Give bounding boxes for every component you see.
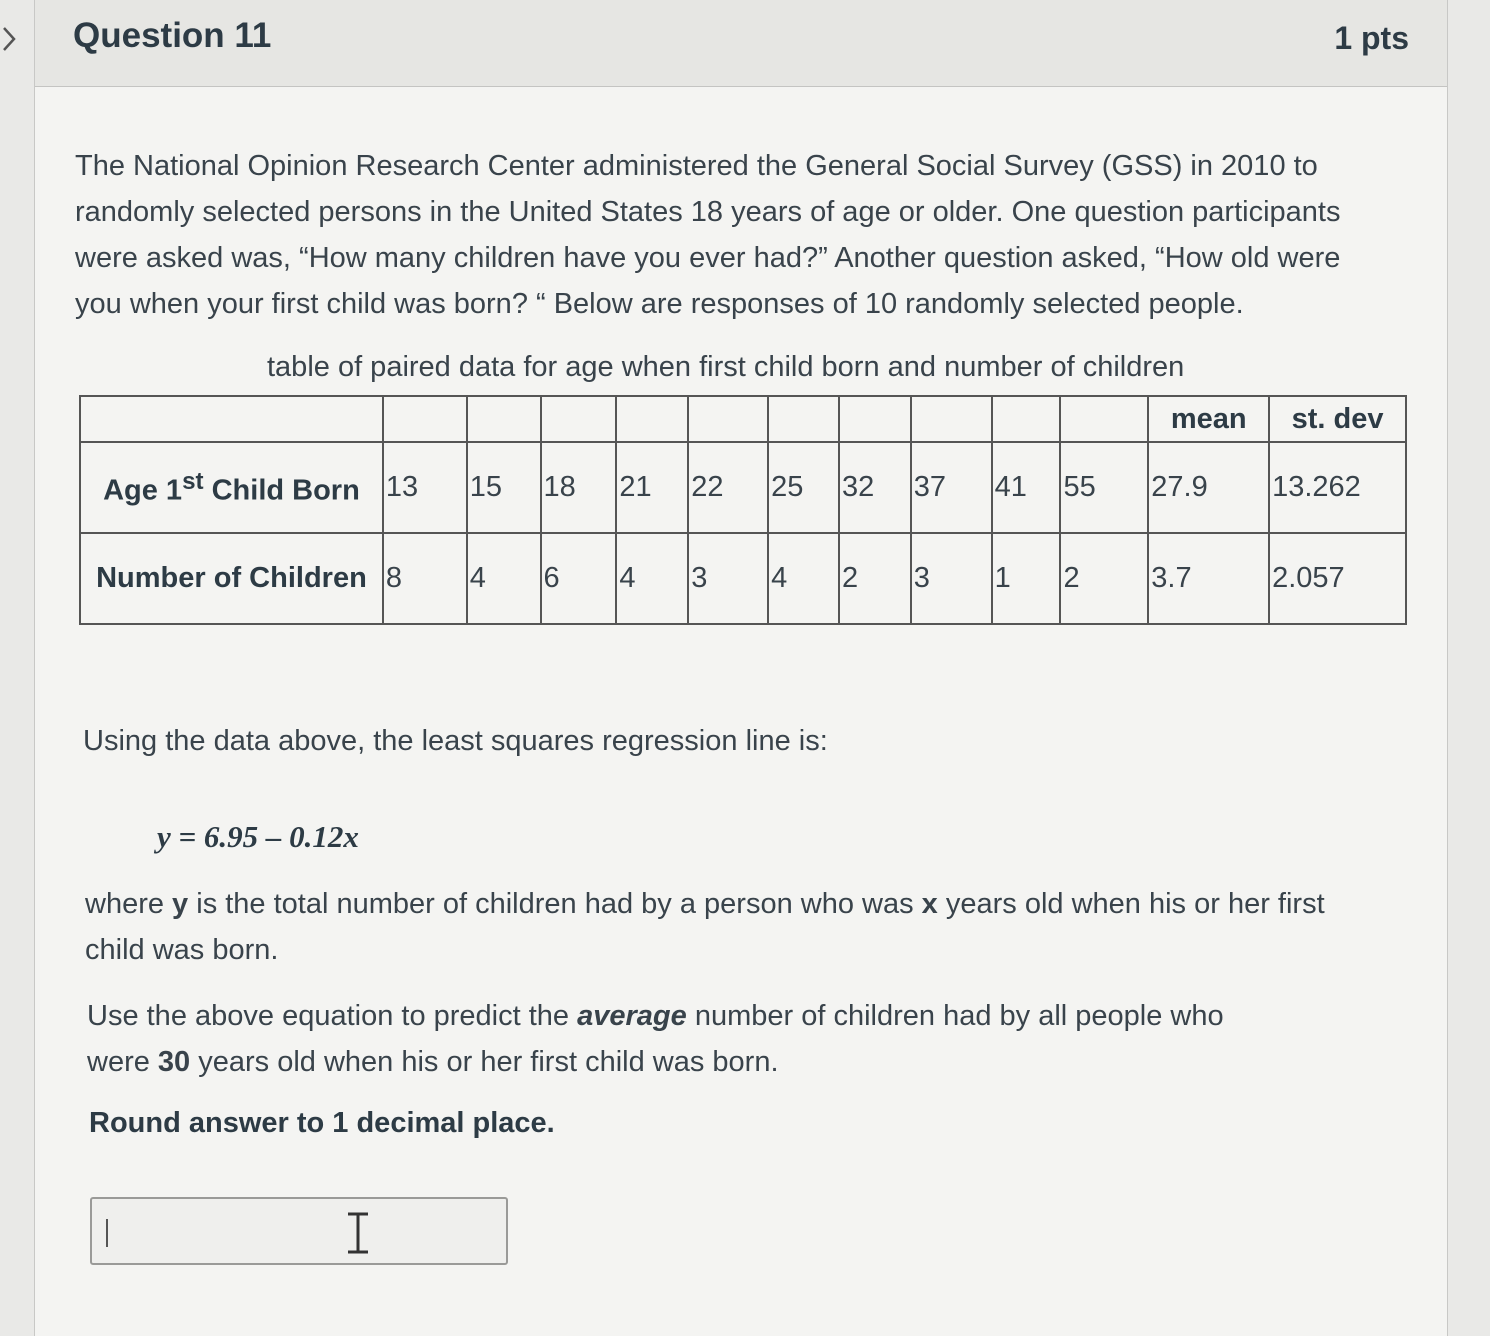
children-value-cell: 2 — [1060, 533, 1148, 624]
children-row-label: Number of Children — [80, 533, 383, 624]
header-cell-empty — [383, 396, 467, 442]
children-value-cell: 6 — [541, 533, 617, 624]
children-value-cell: 4 — [467, 533, 541, 624]
ibeam-cursor-icon — [346, 1211, 370, 1255]
age-value-cell: 18 — [541, 442, 617, 533]
age-value-cell: 22 — [688, 442, 768, 533]
question-points: 1 pts — [1334, 20, 1409, 56]
age-value-cell: 32 — [839, 442, 911, 533]
children-mean-cell: 3.7 — [1148, 533, 1269, 624]
age-value-cell: 55 — [1060, 442, 1148, 533]
age-mean-cell: 27.9 — [1148, 442, 1269, 533]
header-cell-empty — [541, 396, 617, 442]
question-intro: The National Opinion Research Center administered the General Social Survey (GSS) in 2010 to randomly selected persons in the United States 18 years of age or older. One question participants were asked was, “How many children have you ever had?” Another question asked, “How old were you when your first child was born? “ Below are responses of 10 randomly selected people. — [75, 150, 1341, 320]
header-cell-empty — [839, 396, 911, 442]
header-cell-empty — [768, 396, 839, 442]
age-value-cell: 15 — [467, 442, 541, 533]
age-row — [80, 442, 1406, 533]
header-cell-empty — [992, 396, 1061, 442]
regression-intro: Using the data above, the least squares regression line is: — [83, 725, 828, 757]
children-value-cell: 3 — [911, 533, 992, 624]
children-value-cell: 4 — [768, 533, 839, 624]
header-cell-empty — [1060, 396, 1148, 442]
paired-data-table — [79, 395, 1407, 625]
children-row — [80, 533, 1406, 624]
children-value-cell: 3 — [688, 533, 768, 624]
prediction-instruction: Use the above equation to predict the average number of children had by all people who were 30 years old when his or her first child was born. — [87, 1000, 1224, 1078]
age-value-cell: 25 — [768, 442, 839, 533]
question-card — [34, 0, 1448, 1336]
children-value-cell: 1 — [992, 533, 1061, 624]
question-title: Question 11 — [73, 16, 272, 55]
mean-header: mean — [1148, 396, 1269, 442]
regression-equation: y = 6.95 – 0.12x — [157, 819, 359, 854]
answer-input[interactable] — [90, 1197, 508, 1265]
header-cell-empty — [80, 396, 383, 442]
question-body — [35, 87, 1447, 1336]
header-cell-empty — [688, 396, 768, 442]
header-cell-empty — [911, 396, 992, 442]
collapse-chevron-icon[interactable] — [0, 24, 20, 54]
rounding-instruction: Round answer to 1 decimal place. — [89, 1107, 555, 1139]
header-cell-empty — [616, 396, 688, 442]
question-header — [35, 0, 1447, 87]
table-caption: table of paired data for age when first child born and number of children — [267, 351, 1185, 383]
age-value-cell: 41 — [992, 442, 1061, 533]
age-value-cell: 37 — [911, 442, 992, 533]
children-stdev-cell: 2.057 — [1269, 533, 1406, 624]
children-value-cell: 2 — [839, 533, 911, 624]
age-row-label: Age 1st Child Born — [80, 442, 383, 533]
age-value-cell: 21 — [616, 442, 688, 533]
stdev-header: st. dev — [1269, 396, 1406, 442]
age-value-cell: 13 — [383, 442, 467, 533]
variable-definition: where y is the total number of children had by a person who was x years old when his or her first child was born. — [85, 888, 1325, 966]
children-value-cell: 4 — [616, 533, 688, 624]
age-stdev-cell: 13.262 — [1269, 442, 1406, 533]
table-header-row — [80, 396, 1406, 442]
text-caret — [106, 1219, 108, 1247]
children-value-cell: 8 — [383, 533, 467, 624]
header-cell-empty — [467, 396, 541, 442]
